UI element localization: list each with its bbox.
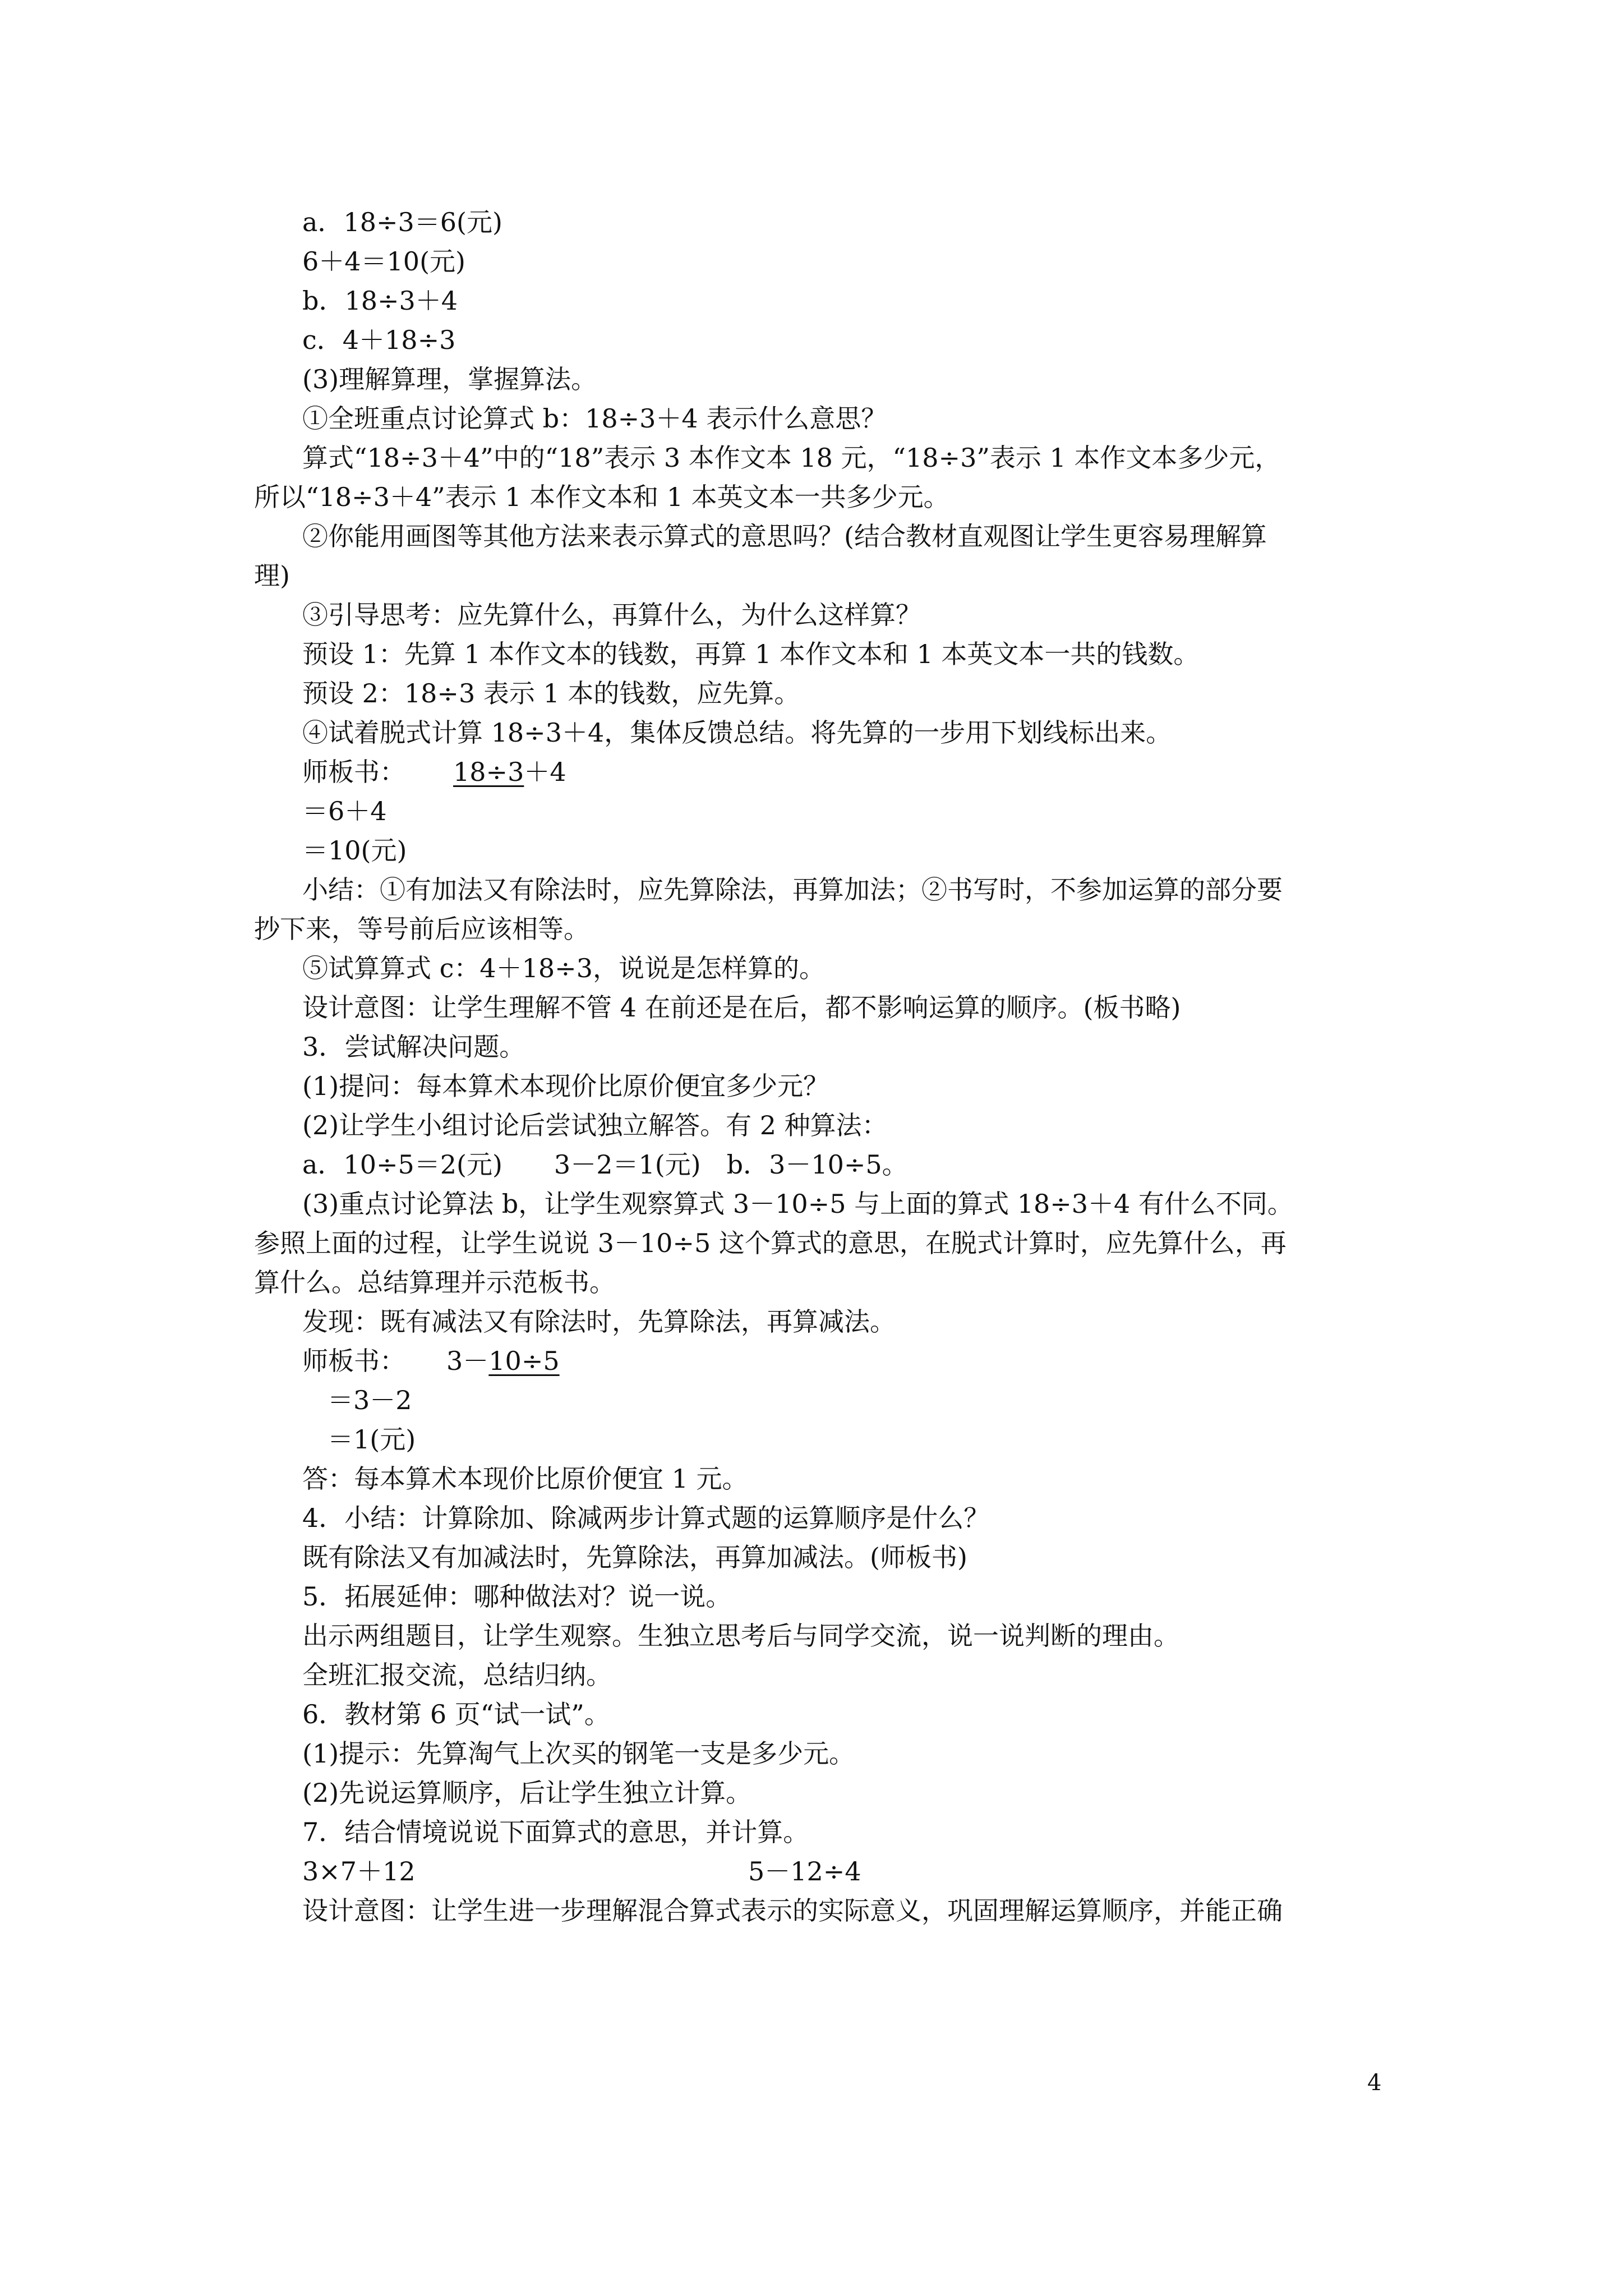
text-line: 7．结合情境说说下面算式的意思，并计算。 [302,1817,809,1847]
text-line: 设计意图：让学生理解不管 4 在前还是在后，都不影响运算的顺序。(板书略) [302,992,1181,1023]
text-line: 算式“18÷3＋4”中的“18”表示 3 本作文本 18 元，“18÷3”表示 1 本作文本多少元， [302,443,1281,473]
text-line: (1)提问：每本算术本现价比原价便宜多少元？ [302,1071,829,1101]
underlined-step: 10÷5 [488,1346,560,1376]
text-line: a．18÷3＝6(元) [302,207,502,237]
board-expression [453,755,566,789]
text-line: ＝1(元) [328,1424,416,1455]
underlined-step: 18÷3 [453,757,524,787]
text-line: 抄下来，等号前后应该相等。 [254,914,589,944]
text-line: 全班汇报交流，总结归纳。 [302,1660,612,1690]
text-line: 设计意图：让学生进一步理解混合算式表示的实际意义，巩固理解运算顺序，并能正确 [302,1895,1283,1926]
text-line: 6．教材第 6 页“试一试”。 [302,1699,610,1729]
remaining-term: ＋4 [524,757,566,787]
text-line: (3)理解算理，掌握算法。 [302,364,597,394]
text-line: 参照上面的过程，让学生说说 3－10÷5 这个算式的意思，在脱式计算时，应先算什么，再 [254,1228,1287,1258]
text-line: 出示两组题目，让学生观察。生独立思考后与同学交流，说一说判断的理由。 [302,1621,1179,1651]
expression-b: 5－12÷4 [748,1856,861,1887]
text-line: 4．小结：计算除加、除减两步计算式题的运算顺序是什么？ [302,1503,990,1533]
text-line: c．4＋18÷3 [302,325,456,355]
text-line: 5．拓展延伸：哪种做法对？说一说。 [302,1581,732,1612]
text-line: a．10÷5＝2(元) 3－2＝1(元) b．3－10÷5。 [302,1149,908,1180]
text-line: 所以“18÷3＋4”表示 1 本作文本和 1 本英文本一共多少元。 [254,482,949,512]
text-line: 小结：①有加法又有除法时，应先算除法，再算加法；②书写时，不参加运算的部分要 [302,875,1283,905]
text-line: ＝6＋4 [302,796,387,826]
text-line: b．18÷3＋4 [302,286,458,316]
text-line: ＝10(元) [302,835,407,866]
text-line: 6＋4＝10(元) [302,246,465,277]
text-line: 算什么。总结算理并示范板书。 [254,1267,615,1297]
text-line: 答：每本算术本现价比原价便宜 1 元。 [302,1464,748,1494]
text-line: 发现：既有减法又有除法时，先算除法，再算减法。 [302,1306,896,1337]
text-line: 理) [254,560,290,591]
text-line: 预设 2：18÷3 表示 1 本的钱数，应先算。 [302,678,800,708]
text-line: 3．尝试解决问题。 [302,1032,525,1062]
board-label: 师板书： [302,757,405,787]
expression-a: 3×7＋12 [302,1856,416,1887]
page-number: 4 [1367,2070,1382,2096]
text-line: (1)提示：先算淘气上次买的钢笔一支是多少元。 [302,1738,855,1769]
text-line: ②你能用画图等其他方法来表示算式的意思吗？(结合教材直观图让学生更容易理解算 [302,521,1267,551]
text-line: ＝3－2 [328,1385,412,1415]
text-line: ①全班重点讨论算式 b：18÷3＋4 表示什么意思？ [302,403,887,434]
text-line: 既有除法又有加减法时，先算除法，再算加减法。(师板书) [302,1542,967,1572]
text-line: 预设 1：先算 1 本作文本的钱数，再算 1 本作文本和 1 本英文本一共的钱数。 [302,639,1200,669]
text-line: ⑤试算算式 c：4＋18÷3，说说是怎样算的。 [302,953,825,983]
text-line: (2)先说运算顺序，后让学生独立计算。 [302,1778,752,1808]
text-line: (3)重点讨论算法 b，让学生观察算式 3－10÷5 与上面的算式 18÷3＋4 有什么不同。 [302,1189,1293,1219]
board-label: 师板书： [302,1346,405,1376]
board-expression [446,1344,560,1378]
text-line: (2)让学生小组讨论后尝试独立解答。有 2 种算法： [302,1110,888,1140]
leading-term: 3－ [446,1346,489,1376]
text-line: ③引导思考：应先算什么，再算什么，为什么这样算？ [302,600,921,630]
text-line: ④试着脱式计算 18÷3＋4，集体反馈总结。将先算的一步用下划线标出来。 [302,717,1172,748]
